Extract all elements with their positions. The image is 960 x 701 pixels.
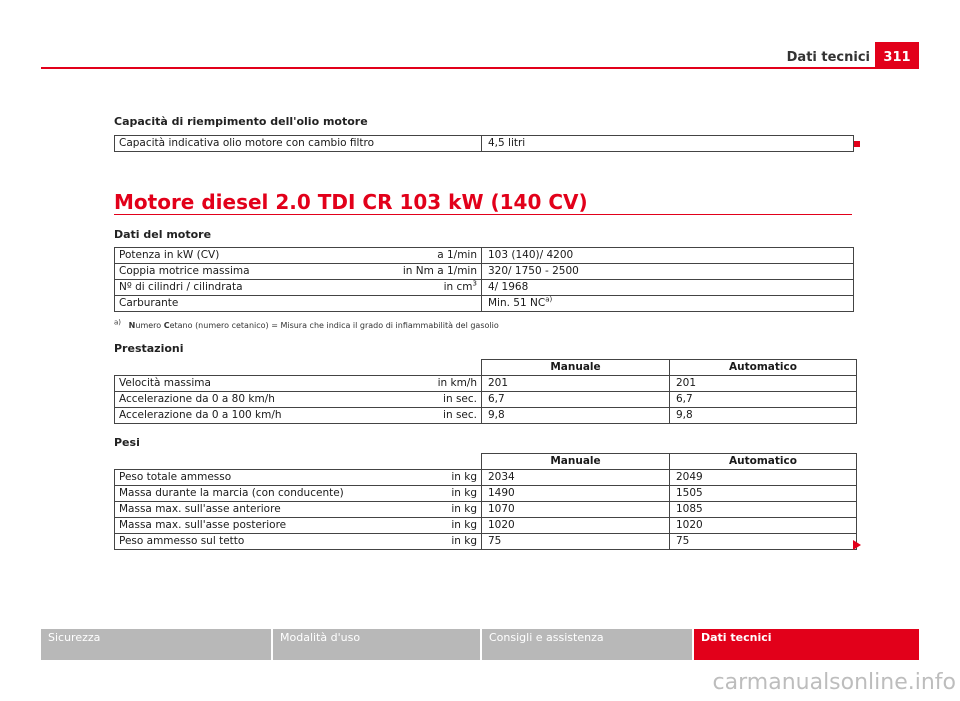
footer-tab-dati-tecnici[interactable]: Dati tecnici [694,629,919,660]
row-value-manual: 1020 [482,518,670,534]
table-row [115,470,857,486]
row-label: Coppia motrice massima [119,265,250,277]
table-row [115,296,854,312]
row-unit: in Nm a 1/min [402,265,477,277]
column-header-automatic: Automatico [670,454,857,470]
row-value-manual: 1490 [482,486,670,502]
footer-tab-consigli-assistenza[interactable]: Consigli e assistenza [482,629,692,660]
page-number: 311 [875,42,919,69]
row-value: 4/ 1968 [482,280,854,296]
row-unit: in sec. [443,409,477,421]
oil-capacity-label: Capacità indicativa olio motore con cambio filtro [115,136,482,152]
continue-arrow-icon [853,540,861,550]
column-header-manual: Manuale [482,454,670,470]
row-value-automatic: 1085 [670,502,857,518]
column-header-automatic: Automatico [670,360,857,376]
row-label: Massa durante la marcia (con conducente) [119,487,344,499]
engine-data-table [114,247,854,312]
row-unit: in sec. [443,393,477,405]
end-of-section-marker [854,141,860,147]
row-label: Accelerazione da 0 a 100 km/h [119,409,282,421]
row-value: Min. 51 NC [488,297,546,309]
row-value-manual: 75 [482,534,670,550]
table-row [115,534,857,550]
oil-capacity-heading: Capacità di riempimento dell'olio motore [114,115,368,128]
row-value-automatic: 2049 [670,470,857,486]
row-value: 103 (140)/ 4200 [482,248,854,264]
row-value-automatic: 75 [670,534,857,550]
oil-capacity-table [114,135,854,152]
unit-superscript: 3 [472,279,477,288]
table-row [115,518,857,534]
table-row [115,376,857,392]
row-label: Massa max. sull'asse anteriore [119,503,281,515]
row-value-automatic: 1505 [670,486,857,502]
row-unit: in km/h [437,377,477,389]
row-label: Massa max. sull'asse posteriore [119,519,287,531]
header-title: Dati tecnici [786,50,870,65]
row-label: Potenza in kW (CV) [119,249,220,261]
row-label: Peso ammesso sul tetto [119,535,245,547]
table-header-row [115,360,857,376]
table-row [115,502,857,518]
row-label: Carburante [119,297,179,309]
row-unit: a 1/min [437,249,477,261]
row-value-automatic: 201 [670,376,857,392]
row-label: Nº di cilindri / cilindrata [119,281,243,293]
footer-tab-sicurezza[interactable]: Sicurezza [41,629,271,660]
row-value-manual: 2034 [482,470,670,486]
footnote: $^{a)}$ Numero Cetano (numero cetanico) = Misura che indica il grado di infiammabilità del gasolio [114,318,499,330]
row-unit: in kg [451,471,477,483]
table-row [115,248,854,264]
performance-heading: Prestazioni [114,342,184,355]
row-value-manual: 1070 [482,502,670,518]
header-rule [41,67,919,69]
performance-table [114,359,857,424]
row-value-manual: 201 [482,376,670,392]
section-title-rule [114,214,852,215]
watermark: carmanualsonline.info [712,670,956,695]
row-unit: in kg [451,519,477,531]
row-value-automatic: 1020 [670,518,857,534]
row-value-manual: 9,8 [482,408,670,424]
row-label: Peso totale ammesso [119,471,232,483]
table-header-row [115,454,857,470]
table-row [115,264,854,280]
row-unit: in cm [443,281,473,293]
row-label: Accelerazione da 0 a 80 km/h [119,393,275,405]
oil-capacity-value: 4,5 litri [482,136,854,152]
section-title: Motore diesel 2.0 TDI CR 103 kW (140 CV) [114,190,588,214]
row-unit: in kg [451,503,477,515]
table-row [115,408,857,424]
weights-table [114,453,857,550]
row-value-automatic: 6,7 [670,392,857,408]
row-value-manual: 6,7 [482,392,670,408]
footnote-ref: a) [545,295,553,304]
table-row [115,486,857,502]
table-row [115,280,854,296]
table-row [115,392,857,408]
table-row [115,136,854,152]
row-unit: in kg [451,535,477,547]
column-header-manual: Manuale [482,360,670,376]
row-value: 320/ 1750 - 2500 [482,264,854,280]
row-value-automatic: 9,8 [670,408,857,424]
row-unit: in kg [451,487,477,499]
row-label: Velocità massima [119,377,211,389]
footer-tab-modalita-uso[interactable]: Modalità d'uso [273,629,480,660]
engine-data-heading: Dati del motore [114,228,212,241]
weights-heading: Pesi [114,436,140,449]
footnote-marker: a) [114,318,122,327]
